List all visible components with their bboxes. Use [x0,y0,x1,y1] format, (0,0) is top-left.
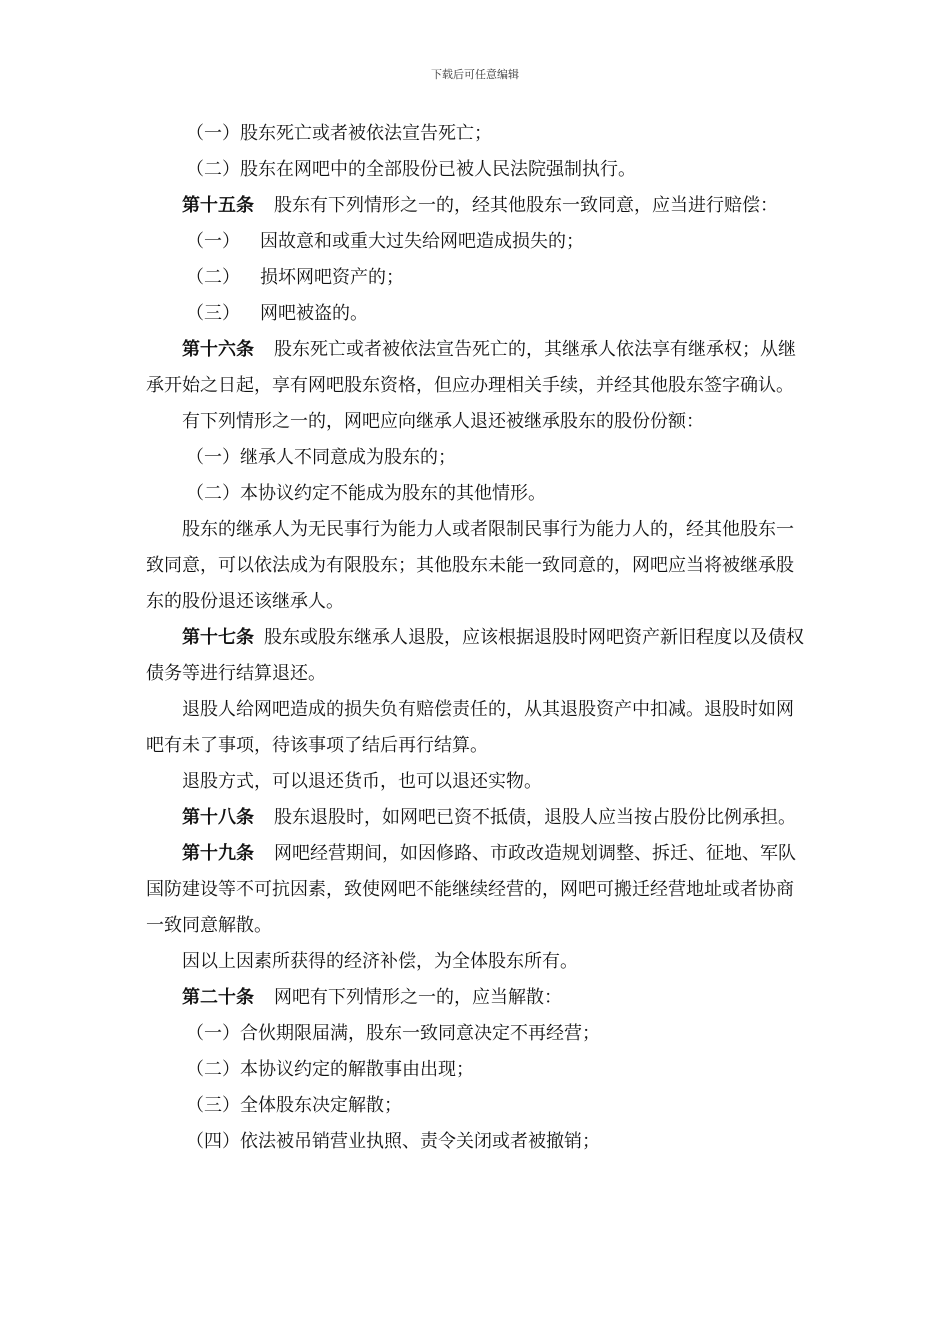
paragraph: 退股方式，可以退还货币，也可以退还实物。 [182,771,542,792]
clause-text: 因故意和或重大过失给网吧造成损失的； [260,231,584,252]
clause-item: （三）全体股东决定解散； [186,1095,402,1116]
article-text: 网吧经营期间，如因修路、市政改造规划调整、拆迁、征地、军队国防建设等不可抗因素，致使网吧不能继续经营的，网吧可搬迁经营地址或者协商一致同意解散。 [146,843,796,936]
article-20 [146,980,811,1016]
clause-label: （一） [186,231,240,252]
clause-item [146,260,811,296]
clause-item: （二）本协议约定的解散事由出现； [186,1059,474,1080]
clause-text: 损坏网吧资产的； [260,267,404,288]
clause-item: （二）股东在网吧中的全部股份已被人民法院强制执行。 [186,159,636,180]
article-15 [146,188,811,224]
article-heading: 第十六条 [182,339,254,360]
article-text: 股东死亡或者被依法宣告死亡的，其继承人依法享有继承权；从继承开始之日起，享有网吧股东资格，但应办理相关手续，并经其他股东签字确认。 [146,339,796,396]
paragraph: 退股人给网吧造成的损失负有赔偿责任的，从其退股资产中扣减。退股时如网吧有未了事项，待该事项了结后再行结算。 [146,699,794,756]
article-text: 网吧有下列情形之一的，应当解散： [274,987,562,1008]
article-heading: 第十八条 [182,807,254,828]
clause-item: （一）继承人不同意成为股东的； [186,447,456,468]
article-19 [146,836,811,944]
clause-label: （二） [186,267,240,288]
clause-item [146,224,811,260]
article-17 [146,620,811,692]
paragraph: 有下列情形之一的，网吧应向继承人退还被继承股东的股份份额： [182,411,704,432]
paragraph: 股东的继承人为无民事行为能力人或者限制民事行为能力人的，经其他股东一致同意，可以依法成为有限股东；其他股东未能一致同意的，网吧应当将被继承股东的股份退还该继承人。 [146,519,794,612]
article-heading: 第十五条 [182,195,254,216]
article-heading: 第十七条 [182,627,254,648]
paragraph: 因以上因素所获得的经济补偿，为全体股东所有。 [182,951,578,972]
article-heading: 第二十条 [182,987,254,1008]
page-header: 下载后可任意编辑 [431,68,519,81]
article-text: 股东或股东继承人退股，应该根据退股时网吧资产新旧程度以及债权债务等进行结算退还。 [146,627,804,684]
clause-text: 网吧被盗的。 [260,303,368,324]
document-body [146,116,811,1160]
clause-label: （三） [186,303,240,324]
article-16 [146,332,811,404]
article-text: 股东退股时，如网吧已资不抵债，退股人应当按占股份比例承担。 [274,807,796,828]
clause-item: （四）依法被吊销营业执照、责令关闭或者被撤销； [186,1131,600,1152]
clause-item: （二）本协议约定不能成为股东的其他情形。 [186,483,546,504]
article-heading: 第十九条 [182,843,254,864]
clause-item: （一）合伙期限届满，股东一致同意决定不再经营； [186,1023,600,1044]
clause-item [146,296,811,332]
article-text: 股东有下列情形之一的，经其他股东一致同意，应当进行赔偿： [274,195,778,216]
article-18 [146,800,811,836]
clause-item: （一）股东死亡或者被依法宣告死亡； [186,123,492,144]
